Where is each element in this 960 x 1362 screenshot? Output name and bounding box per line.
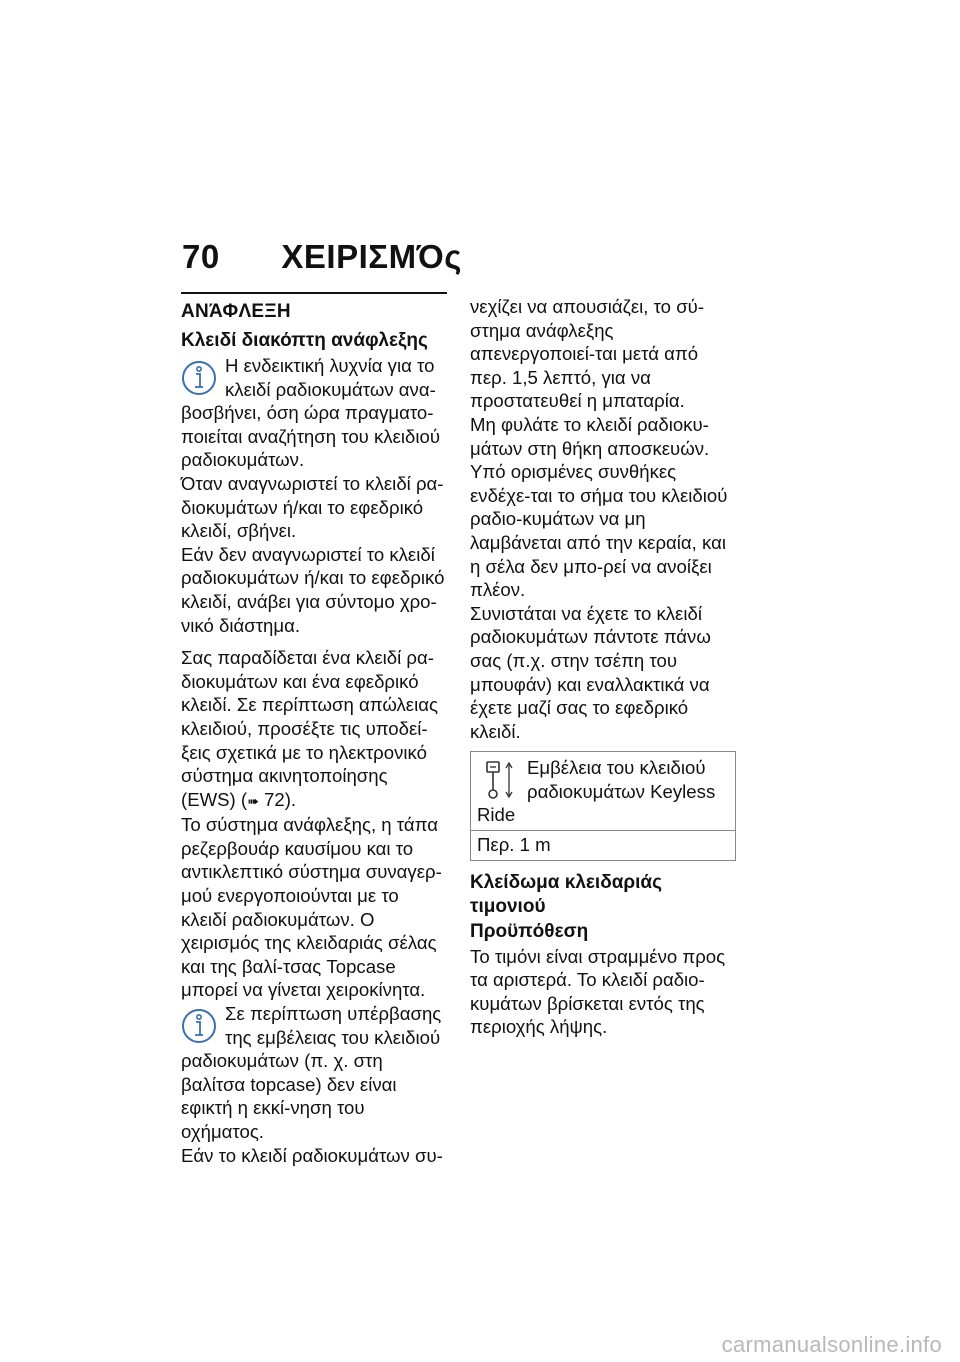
paragraph: Εάν δεν αναγνωριστεί το κλειδί ραδιοκυμάτων ή/και το εφεδρικό κλειδί, ανάβει για σύντομο χρο-νικό διάστημα. <box>181 543 445 636</box>
spec-table <box>470 751 736 860</box>
paragraph-text: Σας παραδίδεται ένα κλειδί ρα-διοκυμάτων και ένα εφεδρικό κλειδί. Σε περίπτωση απώλειας κλειδιού, προσέξτε τις υποδεί-ξεις σχετικά με το ηλεκτρονικό σύστημα ακινητοποίησης (EWS) ( <box>181 647 438 810</box>
spec-value: Περ. 1 m <box>477 834 551 856</box>
paragraph: νεχίζει να απουσιάζει, το σύ-στημα ανάφλεξης απενεργοποιεί-ται μετά από περ. 1,5 λεπτό, για να προστατευθεί η μπαταρία. <box>470 296 705 412</box>
note-text: Σε περίπτωση υπέρβασης της εμβέλειας του κλειδιού ραδιοκυμάτων (π. χ. στη βαλίτσα topcase) δεν είναι εφικτή η εκκί-νηση του οχήματος. <box>181 1003 442 1142</box>
page-reference: 72). <box>258 788 297 810</box>
spec-label: Εμβέλεια του κλειδιού ραδιοκυμάτων Keyless Ride <box>477 757 716 826</box>
paragraph: Εάν το κλειδί ραδιοκυμάτων συ- <box>181 1144 443 1166</box>
info-note <box>181 354 447 472</box>
watermark: carmanualsonline.info <box>721 1332 942 1357</box>
info-note <box>181 1002 447 1144</box>
page-header <box>182 238 462 276</box>
section-title: ΑΝΆΦΛΕΞΗ <box>181 301 291 322</box>
paragraph: Το σύστημα ανάφλεξης, η τάπα ρεζερβουάρ καυσίμου και το αντικλεπτικό σύστημα συναγερ-μού ενεργοποιούνται με το κλειδί ραδιοκυμάτων. Ο χειρισμός της κλειδαριάς σέλας και της βαλί-τσας Topcase μπορεί να γίνεται χειροκίνητα. <box>181 814 442 1001</box>
page-reference-arrow-icon: ➠ <box>247 792 259 809</box>
paragraph: Όταν αναγνωριστεί το κλειδί ρα-διοκυμάτων ή/και το εφεδρικό κλειδί, σβήνει. <box>181 472 444 542</box>
info-icon <box>181 1004 217 1046</box>
paragraph: Υπό ορισμένες συνθήκες ενδέχε-ται το σήμα του κλειδιού ραδιο-κυμάτων να μη λαμβάνεται από την κεραία, και η σέλα δεν μπο-ρεί να ανοίξει πλέον. <box>470 461 728 601</box>
right-column <box>470 295 736 1039</box>
key-range-icon <box>481 758 517 802</box>
paragraph <box>181 646 447 813</box>
paragraph: Το τιμόνι είναι στραμμένο προς τα αριστερά. Το κλειδί ραδιο-κυμάτων βρίσκεται εντός της περιοχής λήψης. <box>470 945 726 1038</box>
subheading-prerequisite: Προϋπόθεση <box>470 920 589 942</box>
paragraph: Μη φυλάτε το κλειδί ραδιοκυ-μάτων στη θήκη αποσκευών. <box>470 413 710 459</box>
left-column <box>181 292 447 1167</box>
chapter-title: ΧΕΙΡΙΣΜΌς <box>281 238 462 275</box>
subheading-ignition-key: Κλειδί διακόπτη ανάφλεξης <box>181 330 428 351</box>
subheading-steering-lock: Κλείδωμα κλειδαριάς τιμονιού <box>470 871 662 917</box>
note-text: Η ενδεικτική λυχνία για το κλειδί ραδιοκυμάτων ανα-βοσβήνει, όση ώρα πραγματο-ποιείται αναζήτηση του κλειδιού ραδιοκυμάτων. <box>181 355 441 471</box>
section-rule <box>181 292 447 294</box>
spec-label-row <box>471 752 735 831</box>
info-icon <box>181 356 217 398</box>
page-number: 70 <box>182 238 220 275</box>
paragraph: Συνιστάται να έχετε το κλειδί ραδιοκυμάτων πάντοτε πάνω σας (π.χ. στην τσέπη του μπουφάν) και εναλλακτικά να έχετε μαζί σας το εφεδρικό κλειδί. <box>470 602 711 742</box>
